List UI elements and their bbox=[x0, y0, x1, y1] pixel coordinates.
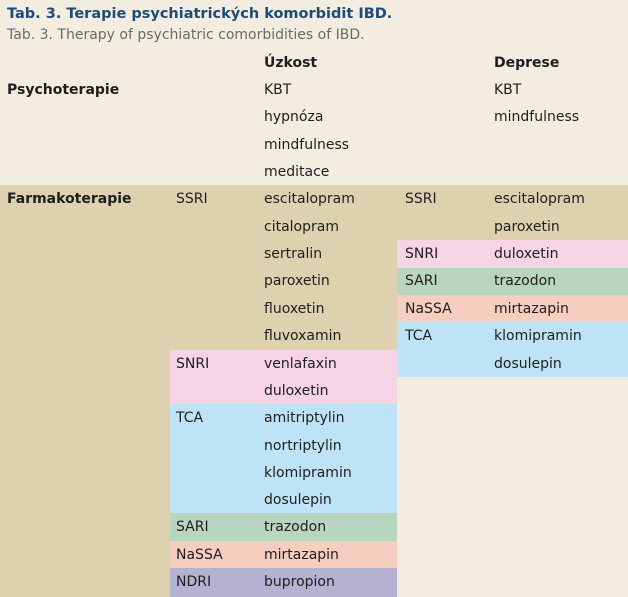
anxiety-drug: fluoxetin bbox=[264, 301, 325, 317]
anxiety-class-ssri: SSRI bbox=[176, 191, 208, 207]
anxiety-class-sari: SARI bbox=[176, 519, 209, 535]
table-subtitle: Tab. 3. Therapy of psychiatric comorbidities of IBD. bbox=[7, 27, 365, 43]
anxiety-drug: bupropion bbox=[264, 574, 335, 590]
header-depression: Deprese bbox=[494, 55, 560, 71]
psycho-depression-item: KBT bbox=[494, 82, 522, 98]
anxiety-class-snri: SNRI bbox=[176, 356, 210, 372]
anxiety-class-nassa: NaSSA bbox=[176, 547, 223, 563]
psycho-anxiety-item: mindfulness bbox=[264, 137, 350, 153]
depression-drug: paroxetin bbox=[494, 219, 560, 235]
depression-class-sari: SARI bbox=[405, 273, 438, 289]
anxiety-drug: fluvoxamin bbox=[264, 328, 342, 344]
anxiety-drug: trazodon bbox=[264, 519, 327, 535]
depression-drug: escitalopram bbox=[494, 191, 585, 207]
anxiety-drug: citalopram bbox=[264, 219, 339, 235]
header-anxiety: Úzkost bbox=[264, 55, 318, 71]
depression-class-snri: SNRI bbox=[405, 246, 439, 262]
anxiety-drug: klomipramin bbox=[264, 465, 352, 481]
anxiety-drug: escitalopram bbox=[264, 191, 355, 207]
psycho-anxiety-item: meditace bbox=[264, 164, 330, 180]
anxiety-drug: sertralin bbox=[264, 246, 323, 262]
anxiety-drug: amitriptylin bbox=[264, 410, 345, 426]
psycho-anxiety-item: KBT bbox=[264, 82, 292, 98]
depression-drug: dosulepin bbox=[494, 356, 562, 372]
anxiety-drug: nortriptylin bbox=[264, 438, 342, 454]
anxiety-class-tca: TCA bbox=[176, 410, 204, 426]
depression-drug: klomipramin bbox=[494, 328, 582, 344]
depression-drug: trazodon bbox=[494, 273, 557, 289]
anxiety-drug: venlafaxin bbox=[264, 356, 337, 372]
anxiety-drug: mirtazapin bbox=[264, 547, 339, 563]
anxiety-drug: paroxetin bbox=[264, 273, 330, 289]
row-label-farmakoterapie: Farmakoterapie bbox=[7, 191, 132, 207]
row-label-psychoterapie: Psychoterapie bbox=[7, 82, 120, 98]
depression-class-tca: TCA bbox=[405, 328, 433, 344]
table-title: Tab. 3. Terapie psychiatrických komorbidit IBD. bbox=[7, 6, 393, 22]
psycho-anxiety-item: hypnóza bbox=[264, 109, 324, 125]
anxiety-drug: dosulepin bbox=[264, 492, 332, 508]
depression-drug: mirtazapin bbox=[494, 301, 569, 317]
depression-class-ssri: SSRI bbox=[405, 191, 437, 207]
anxiety-class-ndri: NDRI bbox=[176, 574, 212, 590]
depression-drug: duloxetin bbox=[494, 246, 559, 262]
anxiety-drug: duloxetin bbox=[264, 383, 329, 399]
depression-class-nassa: NaSSA bbox=[405, 301, 452, 317]
psycho-depression-item: mindfulness bbox=[494, 109, 580, 125]
